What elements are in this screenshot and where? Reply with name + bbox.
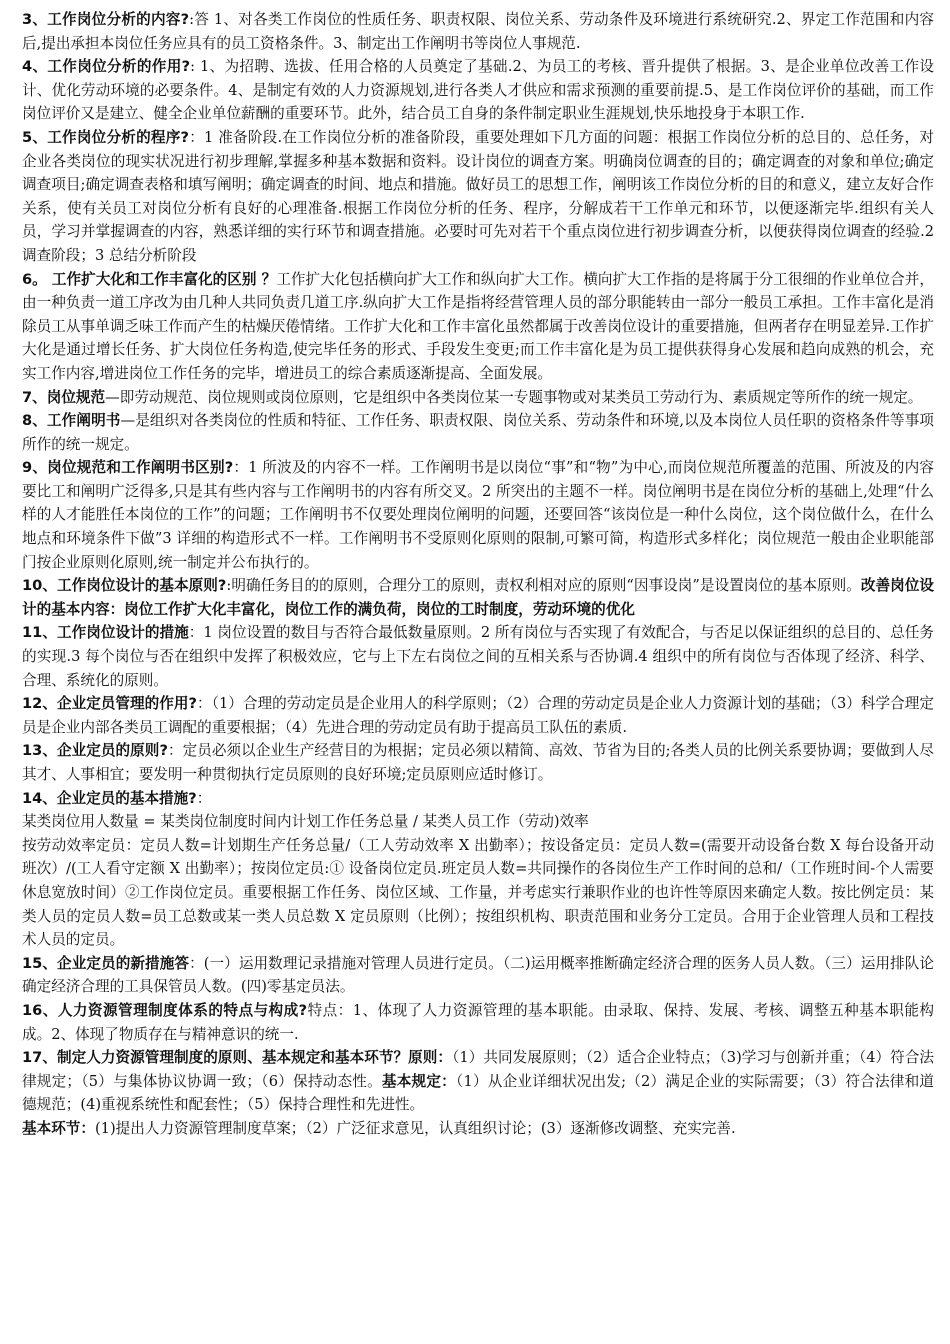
item-body: ：定员必须以企业生产经营目的为根据；定员必须以精简、高效、节省为目的;各类人员的比例关系要协调；要做到人尽其才、人事相宜；要发明一种贯彻执行定员原则的良好环境;定员原则应适时修订。	[22, 742, 935, 783]
item-heading: 16、人力资源管理制度体系的特点与构成?	[22, 1001, 308, 1019]
item-heading: 基本环节：	[22, 1119, 95, 1137]
item-body: ：	[196, 789, 212, 807]
item-14-methods: 按劳动效率定员：定员人数=计划期生产任务总量/（工人劳动效率 X 出勤率）；按设备定员：定员人数=(需要开动设备台数 X 每台设备开动班次）/(工人看守定额 X 出勤率）；按岗位定员:① 设备岗位定员.班定员人数=共同操作的各岗位生产工作时间的总和/（工作班时间-个人需要休息宽放时间）②工作岗位定员。重要根据工作任务、岗位区域、工作量，并考虑实行兼职作业的也许性等原因来确定人数。按比例定员：某类人员的定员人数=员工总数或某一类人员总数 X 定员原则（比例）；按组织机构、职责范围和业务分工定员。合用于企业管理人员和工程技术人员的定员。	[22, 836, 934, 949]
item-15	[22, 952, 934, 999]
item-heading: 15、企业定员的新措施答	[22, 954, 190, 972]
item-heading: 17、制定人力资源管理制度的原则、基本规定和基本环节？原则：	[22, 1049, 453, 1067]
item-bold-note: 改善岗位设计的基本内容：岗位工作扩大化丰富化，岗位工作的满负荷，岗位的工时制度，劳动环境的优化	[22, 577, 934, 618]
item-body: ：（1）合理的劳动定员是企业用人的科学原则；（2）合理的劳动定员是企业人力资源计划的基础；（3）科学合理定员是企业内部各类员工调配的重要根据；（4）先进合理的劳动定员有助于提高员工队伍的素质.	[22, 695, 934, 736]
item-body: :明确任务目的的原则，合理分工的原则，责权利相对应的原则“因事设岗”是设置岗位的基本原则。	[226, 577, 861, 595]
item-body: (1)提出人力资源管理制度草案；（2）广泛征求意见，认真组织讨论；(3）逐渐修改调整、充实完善.	[94, 1119, 736, 1137]
item-basic-steps	[22, 1117, 934, 1141]
item-11	[22, 621, 934, 692]
item-heading: 10、工作岗位设计的基本原则?	[22, 577, 227, 595]
item-heading: 9、岗位规范和工作阐明书区别?	[22, 459, 234, 477]
item-heading: 14、企业定员的基本措施?	[22, 789, 197, 807]
item-13	[22, 739, 934, 786]
item-body: 工作扩大化包括横向扩大工作和纵向扩大工作。横向扩大工作指的是将属于分工很细的作业单位合并，由一种负责一道工序改为由几种人共同负责几道工序.纵向扩大工作是指将经营管理人员的部分职能转由一部分一般员工承担。工作丰富化是消除员工从事单调乏味工作而产生的枯燥厌倦情绪。工作扩大化和工作丰富化虽然都属于改善岗位设计的重要措施，但两者存在明显差异.工作扩大化是通过增长任务、扩大岗位任务构造,使完毕任务的形式、手段发生变更;而工作丰富化是为员工提供获得身心发展和趋向成熟的机会，充实工作内容,增进岗位工作任务的完毕，增进员工的综合素质逐渐提高、全面发展。	[22, 270, 934, 382]
item-10	[22, 574, 934, 621]
item-14	[22, 787, 934, 811]
item-17	[22, 1046, 934, 1117]
item-body: ：1 所波及的内容不一样。工作阐明书是以岗位“事”和“物”为中心,而岗位规范所覆盖的范围、所波及的内容要比工和阐明广泛得多,只是其有些内容与工作阐明书的内容有所交叉。2 所突出的主题不一样。岗位阐明书是在岗位分析的基础上,处理“什么样的人才能胜任本岗位的工作”的问题；工作阐明书不仅要处理岗位阐明的问题，还要回答“该岗位是一种什么岗位，这个岗位做什么，在什么地点和环境条件下做”3 详细的构造形式不一样。工作阐明书不受原则化原则的限制,可繁可简，构造形式多样化；岗位规范一般由企业职能部门按企业原则化原则,统一制定并公布执行的。	[22, 459, 934, 571]
item-16	[22, 999, 934, 1046]
item-heading: 11、工作岗位设计的措施	[22, 624, 189, 642]
item-5	[22, 126, 934, 268]
item-4	[22, 55, 934, 126]
item-body: : 1、为招聘、选拔、任用合格的人员奠定了基础.2、为员工的考核、晋升提供了根据。3、是企业单位改善工作设计、优化劳动环境的必要条件。4、是制定有效的人力资源规划,进行各类人才供应和需求预测的重要前提.5、是工作岗位评价的基础，而工作岗位评价又是建立、健全企业单位薪酬的重要环节。此外，结合员工自身的条件制定职业生涯规划,快乐地投身于本职工作.	[22, 58, 934, 123]
item-8	[22, 409, 934, 456]
item-body: ：(一）运用数理记录措施对管理人员进行定员。（二)运用概率推断确定经济合理的医务人员人数。（三）运用排队论确定经济合理的工具保管员人数。(四)零基定员法。	[22, 954, 935, 996]
item-body: 特点：1、体现了人力资源管理的基本职能。由录取、保持、发展、考核、调整五种基本职能构成。2、体现了物质存在与精神意识的统一.	[22, 1001, 934, 1043]
item-body: —即劳动规范、岗位规则或岗位原则，它是组织中各类岗位某一专题事物或对某类员工劳动行为、素质规定等所作的统一规定。	[105, 388, 923, 406]
item-heading: 5、工作岗位分析的程序?	[22, 128, 190, 146]
item-9	[22, 456, 934, 574]
item-6	[22, 268, 934, 386]
item-heading: 8、工作阐明书	[22, 412, 121, 430]
item-body: —是组织对各类岗位的性质和特征、工作任务、职责权限、岗位关系、劳动条件和环境,以及本岗位人员任职的资格条件等事项所作的统一规定。	[22, 412, 934, 453]
item-heading: 13、企业定员的原则?	[22, 742, 168, 760]
item-12	[22, 692, 934, 739]
item-body: ：1 准备阶段.在工作岗位分析的准备阶段，重要处理如下几方面的问题：根据工作岗位分析的总目的、总任务，对企业各类岗位的现实状况进行初步理解,掌握多种基本数据和资料。设计岗位的调查方案。明确岗位调查的目的；确定调查的对象和单位;确定调查项目;确定调查表格和填写阐明；确定调查的时间、地点和措施。做好员工的思想工作，阐明该工作岗位分析的目的和意义，建立友好合作关系，使有关员工对岗位分析有良好的心理准备.根据工作岗位分析的任务、程序，分解成若干工作单元和环节，以便逐渐完毕.组织有关人员，学习并掌握调查的内容，熟悉详细的实行环节和调查措施。必要时可先对若干个重点岗位进行初步调查分析，以便获得岗位调查的经验.2 调查阶段；3 总结分析阶段	[22, 128, 935, 264]
item-heading: 6。 工作扩大化和工作丰富化的区别 ？	[22, 270, 277, 288]
item-14-formula: 某类岗位用人数量 = 某类岗位制度时间内计划工作任务总量 / 某类人员工作（劳动)效率	[22, 813, 589, 831]
item-heading: 7、岗位规范	[22, 388, 106, 406]
item-body: ：1 岗位设置的数目与否符合最低数量原则。2 所有岗位与否实现了有效配合，与否足以保证组织的总目的、总任务的实现.3 每个岗位与否在组织中发挥了积极效应，它与上下左右岗位之间的互相关系与否协调.4 组织中的所有岗位与否体现了经济、科学、合理、系统化的原则。	[22, 624, 935, 689]
item-heading: 12、企业定员管理的作用?	[22, 695, 197, 713]
item-subheading: 基本规定：	[381, 1072, 456, 1090]
item-body: （1）共同发展原则；（2）适合企业特点；（3)学习与创新并重；（4）符合法律规定；（5）与集体协议协调一致；（6）保持动态性。	[22, 1049, 935, 1090]
item-heading: 4、工作岗位分析的作用?	[22, 58, 191, 76]
item-body-2: （1）从企业详细状况出发;（2）满足企业的实际需要；（3）符合法律和道德规范；(4)重视系统性和配套性；（5）保持合理性和先进性。	[22, 1072, 934, 1114]
item-body: :答 1、对各类工作岗位的性质任务、职责权限、岗位关系、劳动条件及环境进行系统研究.2、界定工作范围和内容后,提出承担本岗位任务应具有的员工资格条件。3、制定出工作阐明书等岗位人事规范.	[22, 11, 934, 52]
item-3	[22, 8, 934, 55]
item-7	[22, 386, 934, 410]
item-heading: 3、工作岗位分析的内容?	[22, 11, 190, 28]
